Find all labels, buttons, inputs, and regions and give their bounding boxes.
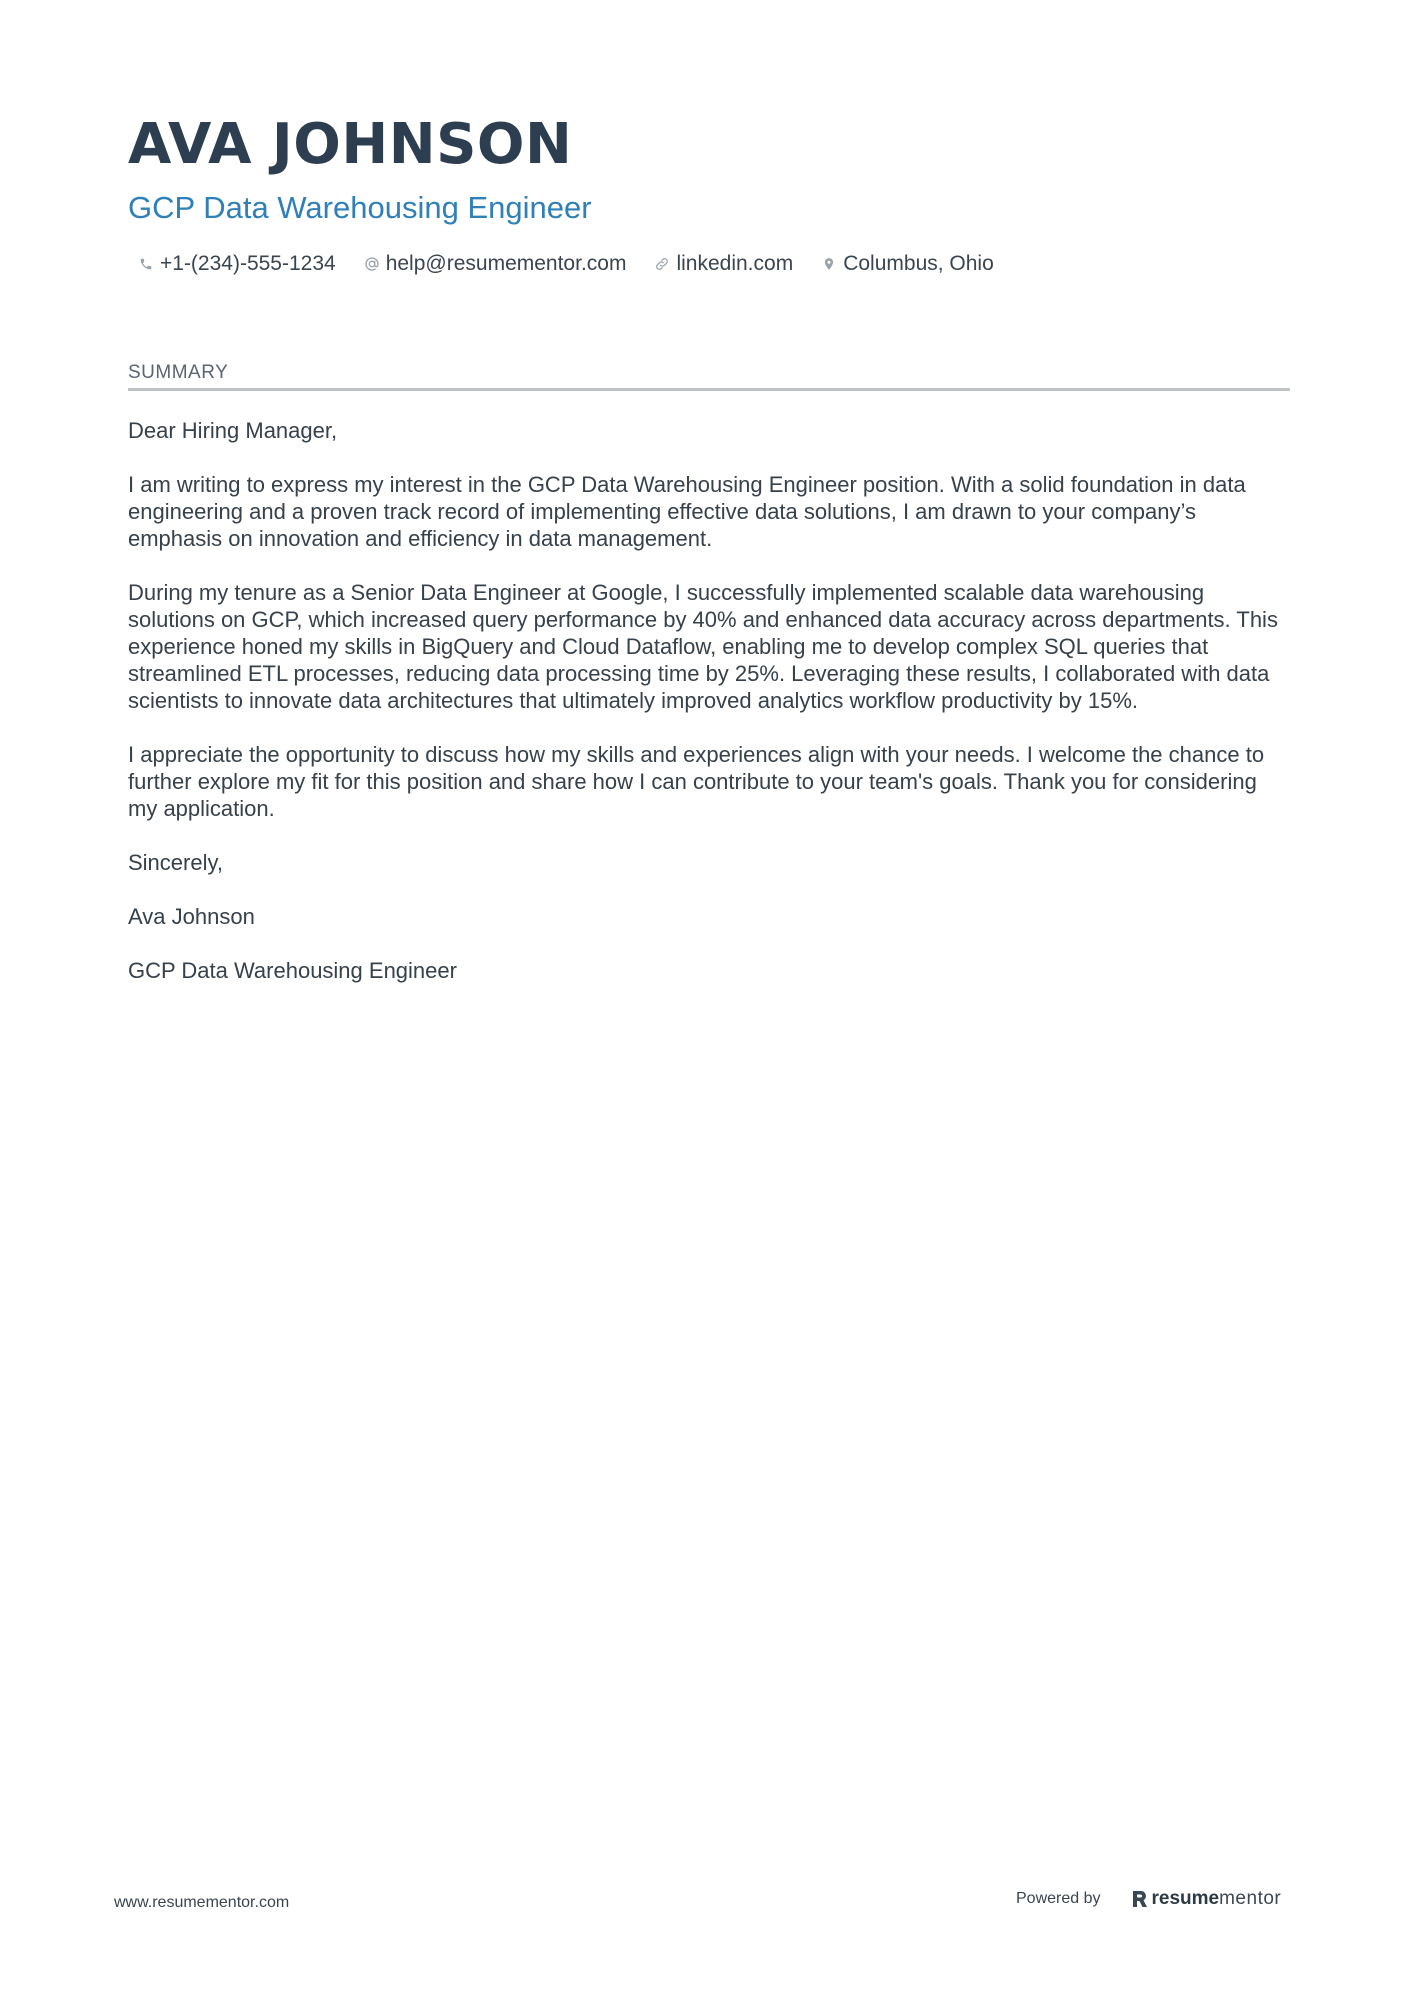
footer-branding: [1016, 1888, 1281, 1910]
brand-name-part1: resume: [1151, 1888, 1220, 1909]
link-icon: [652, 254, 672, 274]
contact-phone: [136, 250, 336, 278]
summary-section: [128, 360, 1290, 1011]
salutation: Dear Hiring Manager,: [128, 418, 338, 443]
email-text: help@resumementor.com: [385, 252, 627, 275]
job-title: GCP Data Warehousing Engineer: [128, 190, 592, 225]
resumementor-logo-icon: [1131, 1889, 1149, 1909]
paragraph: During my tenure as a Senior Data Engineer at Google, I successfully implemented scalable data warehousing solutions on GCP, which increased query performance by 40% and enhanced data accuracy across departments. This experience honed my skills in BigQuery and Cloud Dataflow, enabling me to develop complex SQL queries that streamlined ETL processes, reducing data processing time by 25%. Leveraging these results, I collaborated with data scientists to innovate data architectures that ultimately improved analytics workflow productivity by 15%.: [128, 580, 1278, 713]
website-text: linkedin.com: [676, 252, 794, 275]
phone-text: +1-(234)-555-1234: [160, 252, 336, 275]
letter-body: [128, 417, 1290, 984]
paragraph: I appreciate the opportunity to discuss how my skills and experiences align with your needs. I welcome the chance to further explore my fit for this position and share how I can contribute to your team's goals. Thank you for considering my application.: [128, 742, 1265, 821]
signature-name: Ava Johnson: [128, 904, 255, 929]
powered-by-label: Powered by: [1016, 1890, 1101, 1907]
section-heading: SUMMARY: [128, 360, 1290, 391]
paragraph: I am writing to express my interest in the GCP Data Warehousing Engineer position. With a solid foundation in data engineering and a proven track record of implementing effective data solutions, I am drawn to your company’s emphasis on innovation and efficiency in data management.: [128, 472, 1246, 551]
location-text: Columbus, Ohio: [843, 252, 994, 275]
header: [128, 108, 1288, 278]
footer-website[interactable]: www.resumementor.com: [114, 1894, 290, 1911]
brand-logo[interactable]: [1131, 1888, 1282, 1910]
contact-email: [362, 250, 627, 278]
contact-bar: [128, 250, 1288, 278]
candidate-name: AVA JOHNSON: [128, 112, 573, 177]
at-icon: [362, 254, 382, 274]
brand-name-part2: mentor: [1219, 1888, 1282, 1909]
contact-location: [819, 250, 994, 278]
closing: Sincerely,: [128, 850, 223, 875]
phone-icon: [136, 254, 156, 274]
location-pin-icon: [819, 254, 839, 274]
signature-title: GCP Data Warehousing Engineer: [128, 958, 457, 983]
contact-website: [652, 250, 793, 278]
